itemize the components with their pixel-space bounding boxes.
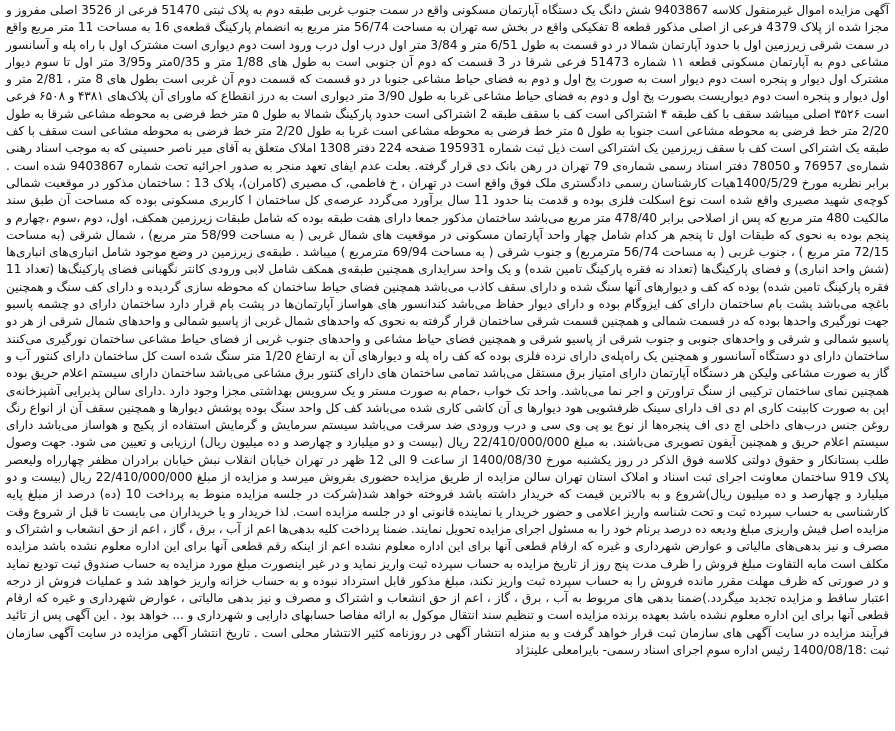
auction-notice-text: آگهی مزایده اموال غیرمنقول کلاسه 9403867 شش دانگ یک دستگاه آپارتمان مسکونی واقع در سمت جنوب غربی طبقه دوم به پلاک ثبتی 51470 فرعی از 3526 اصلی مفروز و مجزا شده از پلاک 4379 فرعی از اصلی مذکور قطعه 8 تفکیکی واقع در بخش سه تهران به مساحت 56/74 متر مربع به انضمام پارکینگ قطعه‌ی 16 به مساحت 11 متر مربع واقع در سمت شرقی زیرزمین اول با حدود آپارتمان شمالا در دو قسمت به طول 6/51 متر و 3/84 متر اول درب اول درب ورود است دوم دیواری است مشترک اول با راه پله و آسانسور مشاعی دوم به آپارتمان مسکونی قطعه ۱۱ شماره 51473 فرعی شرقا در 3 قسمت که دوم آن جنوبی است به طول های 1/88 متر و 0/35متر و3/95 متر اول تا سوم دیوار مشترک اول دیوار و پنجره است دوم دیوار است به صورت پخ اول و دوم به فضای حیاط مشاعی جنوبا در دو قسمت که قسمت دوم آن غربی است بطول های 8 متر ، 2/81 متر و اول دیوار و پنجره است دوم دیواریست بصورت پخ اول و دوم به فضای حیاط مشاعی غربا به طول 3/90 متر دیواری است به درز انقطاع که ماورای آن پلاک‌های ۴۳۸۱ و ۶۵۰۸ فرعی است ۳۵۲۶ اصلی میباشد سقف با کف طبقه ۴ اشتراکی است کف با سقف طبقه 2 اشتراکی است حدود پارکینگ شمالا به طول ۵ متر خط فرضی به محوطه مشاعی شرقا به طول 2/20 متر خط فرضی به محوطه مشاعی است جنوبا به طول ۵ متر خط فرضی به محوطه مشاعی است غربا به طول 2/20 متر خط فرضی به محوطه مشاعی است سقف با کف طبقه یک اشتراکی است کف با سقف زیرزمین یک اشتراکی است ذیل ثبت شماره 195931 صفحه 224 دفتر 1308 املاک متعلق به آقای میر ناصر حسینی که به موجب اسناد رهنی شماره‌ی 76957 و 78050 دفتر اسناد رسمی شماره‌ی 79 تهران در رهن بانک دی قرار گرفته. بعلت عدم ایفای تعهد منجر به صدور اجرائیه تحت شماره 9403867 شده است . برابر نظریه مورخ 1400/5/29هیات کارشناسان رسمی دادگستری ملک فوق واقع است در تهران ، خ فاطمی، ک مصیری (کامران)، پلاک 13 : ساختمان مذکور در موقعیت شمالی کوچه‌ی شهید مصیری واقع شده است نوع اسکلت فلزی بوده و قدمت بنا حدود 11 سال برآورد می‌گردد عرصه‌ی کل ساختمان ا کاربری مسکونی بوده که مساحت آن طبق سند مالکیت 480 متر مربع که پس از اصلاحی برابر 478/40 متر مربع می‌باشد ساختمان مذکور جمعا دارای هفت طبقه بوده که شامل طبقات زیرزمین همکف، اول، دوم ،سوم ،چهارم و پنجم بوده به نحوی که طبقات اول تا پنجم هر کدام شامل چهار واحد آپارتمان مسکونی در موقعیت های شمال غربی ( به مساحت 58/99 متر مربع) ، شمال شرقی (به مساحت 72/15 متر مربع ) ، جنوب غربی ( به مساحت 56/74 مترمربع) و جنوب شرقی ( به مساحت 69/94 مترمربع ) میباشد . طبقه‌ی زیرزمین در وضع موجود شامل انباری‌های انباری‌ها (شش واحد انباری) و فضای پارکینگ‌ها (تعداد نه فقره پارکینگ تامین شده) و یک واحد سرایداری همچنین طبقه‌ی همکف شامل لابی ورودی کانتر نگهبانی فضای پارکینگ‌ها (تعداد 11 فقره پارکینگ تامین شده) بوده که کف و دیوارهای آنها سنگ شده و دارای سقف کاذب می‌باشد همچنین فضای حیاط ساختمان که محوطه سازی گردیده و دارای کف سنگ و همچنین باغچه می‌باشد پشت بام ساختمان دارای کف ایزوگام بوده و دارای دیوار حفاظ می‌باشد کندانسور های هواساز آپارتمان‌ها در پشت بام قرار دارد ساختمان دارای دو چشمه پاسیو جهت نورگیری واحدها بوده که در قسمت شمالی و همچنین قسمت شرقی ساختمان قرار گرفته به نحوی که واحدهای شمال غربی از پاسیو شمالی و واحدهای شمال شرقی از هر دو پاسیو شمالی و شرقی و واحدهای جنوبی و جنوب شرقی از پاسیو شرقی و همچنین فضای حیاط مشاعی و واحدهای جنوب غربی از فضای حیاط مشاعی ساختمان نورگیری می‌کنند ساختمان دارای دو دستگاه آسانسور و همچنین یک راه‌پله‌ی دارای نرده فلزی بوده که کف راه پله و دیوارهای آن به ارتفاع 1/20 متر سنگ شده است کل ساختمان دارای کنتور آب و گاز به صورت مشاعی ولیکن هر دستگاه آپارتمان دارای امتیاز برق مستقل می‌باشد تمامی ساختمان های دارای کنتور برق مشاعی می‌باشد ساختمان دارای سیستم اعلام حریق بوده همچنین نمای ساختمان ترکیبی از سنگ تراورتن و اجر نما می‌باشد. واحد تک خواب ،حمام به صورت مستر و یک سرویس بهداشتی مجزا وجود دارد .دارای سالن پذیرایی آشپزخانه‌ی اپن به صورت کابینت کاری ام دی اف دارای سینک ظرفشویی هود دیوارها ی آن کاشی کاری شده می‌باشد کف کل واحد سنگ بوده پوشش دیوارها و همچنین سقف آن از انواع رنگ روغن جنس درب‌های داخلی اچ دی اف پنجره‌ها از نوع یو پی وی سی و درب ورودی ضد سرقت می‌باشد سیستم سرمایش و گرمایش استفاده از پکیج و هواساز می‌باشد دارای سیستم اعلام حریق و همچنین آیفون تصویری می‌باشند. به مبلغ 22/410/000/000 ریال (بیست و دو میلیارد و چهارصد و ده میلیون ریال) ارزیابی و تعیین می شود. جهت وصول طلب بستانکار و حقوق دولتی کلاسه فوق الذکر در روز یکشنبه مورخ 1400/08/30 از ساعت 9 الی 12 ظهر در تهران خیابان انقلاب نبش خیابان برادران مظفر چهارراه ولیعصر پلاک 919 ساختمان معاونت اجرای ثبت اسناد و املاک استان تهران سالن مزایده از طریق مزایده حضوری بفروش میرسد و مزایده از مبلغ 22/410/000/000 ریال (بیست و دو میلیارد و چهارصد و ده میلیون ریال)شروع و به بالاترین قیمت که خریدار داشته باشد فروخته خواهد شد(شرکت در جلسه مزایده منوط به پرداخت 10 (ده) درصد از مبلغ پایه کارشناسی به حساب سپرده ثبت و تحت شناسه واریز اعلامی و حضور خریدار یا نماینده قانونی او در جلسه مزایده است. لذا خریدار و یا خریداران می بایست تا قبل از شروع وقت مزایده اصل فیش واریزی مبلغ ودیعه ده درصد برنام خود را به مسئول اجرای مزایده تحویل نمایند. ضمنا پرداخت کلیه بدهی‌ها اعم از آب ، برق ، گاز ، اعم از حق انشعاب و اشتراک و مصرف و نیز بدهی‌های مالیاتی و عوارض شهرداری و غیره که ارقام قطعی آنها برای این اداره معلوم نشده اعم از اینکه رقم قطعی آنها برای این اداره معلوم نشده باشد مزایده مکلف است مابه التفاوت مبلغ فروش را ظرف مدت پنج روز از تاریخ مزایده به حساب سپرده ثبت واریز نماید و در غیر اینصورت مبلغ مورد مزایده به حساب صندوق ثبت تودیع نماید و در صورتی که ظرف مهلت مقرر مانده فروش را به حساب سپرده ثبت واریز نکند، مبلغ مذکور قابل استرداد نبوده و به حساب خزانه واریز خواهد شد و عملیات فروش از درجه اعتبار ساقط و مزایده تجدید میگردد.)ضمنا بدهی های مربوط به آب ، برق ، گاز ، اعم از حق انشعاب و اشتراک و مصرف و نیز بدهی مالیاتی ، عوارض شهرداری و غیره که ارقام قطعی آنها برای این اداره معلوم نشده باشد بعهده برنده مزایده است و تنظیم سند انتقال موکول به ارائه مفاصا حسابهای دارایی و شهرداری و ... خواهد بود . این آگهی پس از تائید فرآیند مزایده در سایت آگهی های سازمان ثبت قرار خواهد گرفت و به منزله انتشار آگهی در روزنامه کثیر الانتشار محلی است . تاریخ انتشار آگهی مزایده در سایت آگهی سازمان ثبت :1400/08/18 رئیس اداره سوم اجرای اسناد رسمی- بایرامعلی علینژاد <box>6 3 890 657</box>
